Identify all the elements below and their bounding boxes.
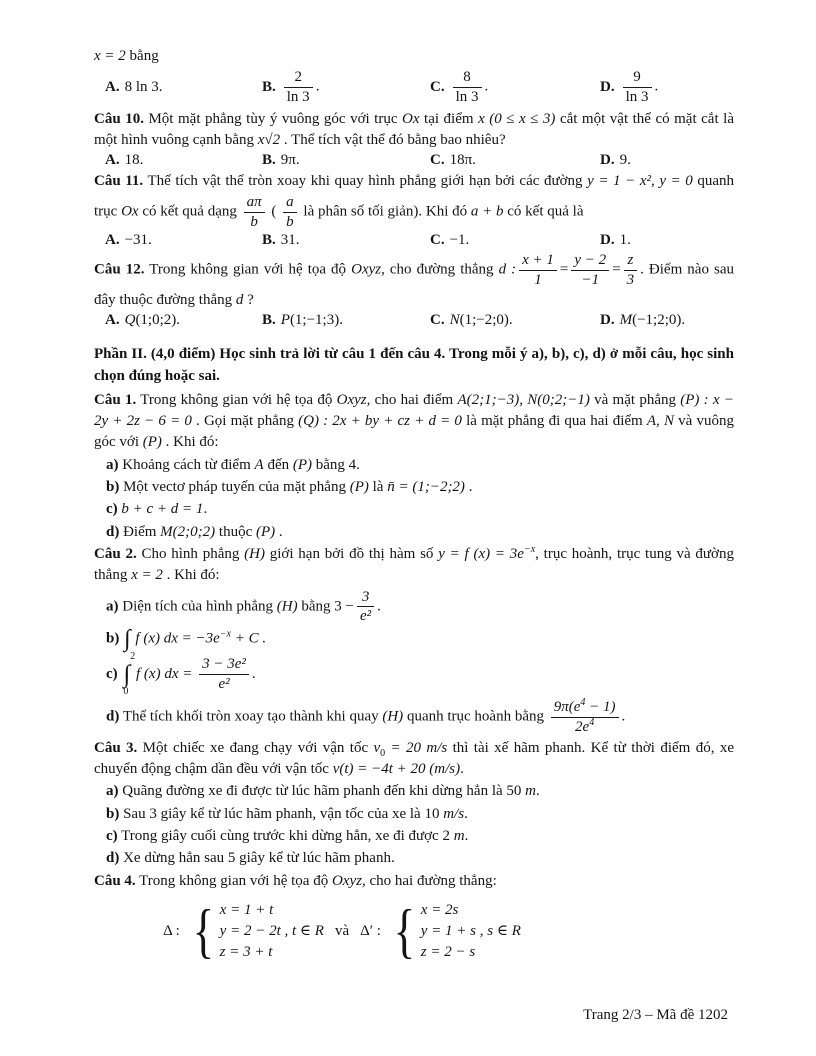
text-run: . xyxy=(535,783,540,800)
math-run: n̄ = (1;−2;2) xyxy=(387,479,465,496)
system-delta-prime xyxy=(390,900,521,963)
option-key: C. xyxy=(430,232,445,249)
item-key: c) xyxy=(106,827,118,844)
fraction-numerator: a xyxy=(283,194,297,213)
option-key: B. xyxy=(262,312,276,329)
fraction-denominator: ln 3 xyxy=(455,89,479,106)
math-run: (H) xyxy=(244,545,265,562)
text-run: thì tài xế hãm phanh. Kể từ thời điểm đó, xe chuyển động chậm dần đều với vận tốc xyxy=(94,739,734,778)
math-run: Oxyz, xyxy=(331,872,366,889)
equals-sign: = xyxy=(559,262,569,279)
option-key: D. xyxy=(600,79,615,96)
item-key: a) xyxy=(106,783,119,800)
option-key: A. xyxy=(105,152,120,169)
question-9-options xyxy=(94,68,734,107)
text-run: Trong không gian với hệ tọa độ xyxy=(135,872,332,889)
fraction xyxy=(551,699,619,736)
math-run: m xyxy=(525,783,536,800)
question-2-item-d xyxy=(94,698,734,737)
fraction-numerator: 3 xyxy=(357,589,374,608)
option-key: D. xyxy=(600,312,615,329)
math-run: Oxyz, xyxy=(336,391,371,408)
system-equations xyxy=(419,900,521,963)
item-key: d) xyxy=(106,523,120,540)
option-b xyxy=(262,232,430,249)
fraction xyxy=(244,194,265,231)
question-3-stem xyxy=(94,738,734,781)
item-key: d) xyxy=(106,850,120,867)
option-text: −31. xyxy=(124,232,152,249)
text-run: . Khi đó: xyxy=(162,567,220,584)
text-run: Điểm xyxy=(119,523,161,540)
text-run: bằng 3 − xyxy=(297,598,354,615)
question-1-stem xyxy=(94,390,734,454)
option-text: 31. xyxy=(280,232,300,249)
option-b xyxy=(262,152,430,169)
math-run: M(2;0;2) xyxy=(160,523,216,540)
math-run: + C . xyxy=(230,630,267,647)
text-run: Quãng đường xe đi được từ lúc hãm phanh đến khi dừng hẳn là 50 xyxy=(118,783,526,800)
fraction xyxy=(571,252,609,289)
text-run: . xyxy=(460,761,464,778)
fraction-numerator: 8 xyxy=(453,69,482,88)
math-run: − 1) xyxy=(585,699,616,716)
math-run: x (0 ≤ x ≤ 3) xyxy=(478,110,556,127)
equation-line: y = 1 + s , s ∈ R xyxy=(420,923,521,940)
option-d xyxy=(600,312,734,329)
math-run: (P) xyxy=(142,434,162,451)
option-a xyxy=(105,312,262,329)
item-key: b) xyxy=(106,630,120,647)
text-run: cắt một vật thể có mặt cắt là một hình vuông cạnh bằng xyxy=(94,110,734,149)
exponent: 4 xyxy=(589,716,595,728)
text-run: quanh trục hoành bằng xyxy=(403,708,548,725)
question-10-stem xyxy=(94,109,734,152)
fraction-numerator: aπ xyxy=(244,194,265,213)
text-run: . xyxy=(621,708,626,725)
question-4-stem xyxy=(94,871,734,892)
text-run: bằng 4. xyxy=(312,456,360,473)
question-label: Câu 11. xyxy=(94,173,144,190)
equals-sign: = xyxy=(612,262,621,279)
option-key: A. xyxy=(105,232,120,249)
exponent: 4 xyxy=(580,697,586,709)
math-run: (P) xyxy=(349,479,369,496)
math-run: y = f (x) = 3e xyxy=(438,545,524,562)
math-run: m/s xyxy=(426,739,448,756)
math-run: m xyxy=(453,827,465,844)
option-key: B. xyxy=(262,232,276,249)
math-run: 9π(e xyxy=(553,699,581,716)
math-run: f (x) dx = xyxy=(136,666,193,683)
equation-line: x = 1 + t xyxy=(219,901,274,918)
text-run: . xyxy=(203,501,208,518)
fraction-denominator: e² xyxy=(218,676,230,693)
text-run: Một chiếc xe đang chạy với vận tốc xyxy=(137,739,374,756)
item-key: b) xyxy=(106,805,120,822)
math-run: y = 0 xyxy=(659,173,693,190)
fraction-denominator: b xyxy=(250,213,258,230)
option-text: 9. xyxy=(619,152,631,169)
text-run: . Điểm nào sau đây thuộc đường thẳng xyxy=(94,262,735,308)
page-footer: Trang 2/3 – Mã đề 1202 xyxy=(583,1007,728,1023)
fraction xyxy=(519,252,557,289)
fraction-denominator: e² xyxy=(360,608,372,625)
text-run: trục hoành, trục tung và đường thẳng xyxy=(94,545,734,584)
option-text: (1;0;2). xyxy=(135,312,181,329)
question-label: Câu 10. xyxy=(94,110,144,127)
item-key: a) xyxy=(106,598,119,615)
integral-symbol: ∫ xyxy=(124,626,131,653)
option-text: 1. xyxy=(619,232,631,249)
text-run: Xe dừng hẳn sau 5 giây kể từ lúc hãm phanh. xyxy=(119,850,395,867)
systems-row xyxy=(163,900,521,963)
math-run: x = 2 xyxy=(131,567,163,584)
question-1-item-a xyxy=(94,455,734,476)
text-run: đến xyxy=(263,456,293,473)
question-1-item-c xyxy=(94,499,734,520)
math-run: Ox xyxy=(121,203,139,220)
fraction xyxy=(199,656,249,693)
text-run: Thể tích khối tròn xoay tạo thành khi quay xyxy=(119,708,383,725)
text-run: cho đường thẳng xyxy=(384,262,499,279)
question-12-stem xyxy=(94,251,734,311)
text-run: , xyxy=(535,545,539,562)
math-run: (H) xyxy=(276,598,298,615)
text-run: có kết quả dạng xyxy=(138,203,241,220)
text-run: . xyxy=(464,805,468,822)
option-a xyxy=(105,79,262,96)
exponent: −x xyxy=(523,543,536,555)
question-10-options xyxy=(94,152,734,169)
option-c xyxy=(430,152,600,169)
text-run: Sau 3 giây kể từ lúc hãm phanh, vận tốc của xe là 10 xyxy=(119,805,444,822)
option-key: A. xyxy=(105,312,120,329)
item-key: b) xyxy=(106,479,120,496)
fraction-numerator: y − 2 xyxy=(571,252,609,271)
fraction-denominator: b xyxy=(286,213,294,230)
equation-line: z = 2 − s xyxy=(420,944,476,961)
option-text: −1. xyxy=(449,232,470,249)
fraction xyxy=(284,69,313,106)
text-run: cho hai đường thẳng: xyxy=(365,872,497,889)
option-text: (1;−2;0). xyxy=(459,312,513,329)
system-brace: { xyxy=(393,898,416,965)
text-run: thuộc xyxy=(215,523,256,540)
math-run: b + c + d = 1 xyxy=(121,501,204,518)
system-equations xyxy=(218,900,324,963)
question-9-stem xyxy=(94,46,734,67)
text-run: Trong không gian với hệ tọa độ xyxy=(136,391,337,408)
fraction-numerator: 9 xyxy=(623,69,652,88)
fraction-numerator: x + 1 xyxy=(519,252,557,271)
question-2-item-a xyxy=(94,588,734,627)
question-3-item-c xyxy=(94,826,734,847)
math-run: Ox xyxy=(402,110,420,127)
equation-line: z = 3 + t xyxy=(219,944,273,961)
option-text: 18π. xyxy=(449,152,476,169)
question-3-item-a xyxy=(94,781,734,802)
text-run: tại điểm xyxy=(419,110,479,127)
text-run: Một mặt phẳng tùy ý vuông góc với trục xyxy=(143,110,403,127)
question-1-item-d xyxy=(94,522,734,543)
item-key: a) xyxy=(106,456,119,473)
question-3-item-d xyxy=(94,848,734,869)
math-run: P xyxy=(280,312,290,329)
question-label: Câu 1. xyxy=(94,391,137,408)
option-text: 9π. xyxy=(280,152,300,169)
system-delta xyxy=(189,900,324,963)
math-run: Q xyxy=(124,312,136,329)
text-run: quanh trục xyxy=(94,173,734,220)
fraction xyxy=(453,69,482,106)
question-label: Câu 4. xyxy=(94,872,136,889)
math-run: A(2;1;−3), N(0;2;−1) xyxy=(457,391,590,408)
question-2-item-b xyxy=(94,627,734,651)
option-d xyxy=(600,232,734,249)
option-key: C. xyxy=(430,152,445,169)
text-run: và vuông góc với xyxy=(94,413,734,451)
fraction xyxy=(357,589,374,626)
question-11-options xyxy=(94,232,734,249)
text-run: bằng xyxy=(125,48,159,64)
option-a xyxy=(105,152,262,169)
math-run: d : xyxy=(498,262,517,279)
option-key: A. xyxy=(105,79,120,96)
math-run: y = 1 − x², xyxy=(587,173,655,190)
math-run: a + b xyxy=(470,203,504,220)
text-run: cho hai điểm xyxy=(370,391,458,408)
math-run: (P) : x − 2y + 2z − 6 = 0 xyxy=(94,391,734,430)
option-key: D. xyxy=(600,232,615,249)
question-2-stem xyxy=(94,544,734,587)
option-key: B. xyxy=(262,152,276,169)
text-run: là xyxy=(368,479,388,496)
fraction xyxy=(623,69,652,106)
math-run: N xyxy=(449,312,460,329)
fraction-denominator: −1 xyxy=(581,272,600,289)
math-run: A xyxy=(254,456,264,473)
fraction-denominator xyxy=(551,718,619,736)
text-run: Khoảng cách từ điểm xyxy=(118,456,255,473)
fraction-denominator: ln 3 xyxy=(625,89,649,106)
fraction-numerator: 3 − 3e² xyxy=(199,656,249,675)
fraction-numerator: z xyxy=(624,252,638,271)
option-text: (−1;2;0). xyxy=(632,312,686,329)
option-key: C. xyxy=(430,312,445,329)
text-run: Thể tích vật thể tròn xoay khi quay hình phẳng giới hạn bởi các đường xyxy=(143,173,588,190)
option-c xyxy=(430,68,600,107)
text-run: Trong giây cuối cùng trước khi dừng hẳn, xe đi được 2 xyxy=(117,827,454,844)
text-run: . Gọi mặt phẳng xyxy=(191,413,299,430)
text-run: Cho hình phẳng xyxy=(136,545,245,562)
integral-with-bounds xyxy=(123,651,136,698)
math-run: x = 2 xyxy=(94,48,126,64)
option-c xyxy=(430,232,600,249)
text-run: giới hạn bởi đồ thị hàm số xyxy=(264,545,439,562)
math-run: v xyxy=(373,739,381,756)
system-delta-label: Δ : xyxy=(163,922,180,939)
question-label: Câu 2. xyxy=(94,545,137,562)
option-d xyxy=(600,68,734,107)
exponent: −x xyxy=(219,628,231,640)
math-run: v(t) = −4t + 20 (m/s) xyxy=(332,761,461,778)
option-d xyxy=(600,152,734,169)
text-run: là phân số tối giản). Khi đó xyxy=(299,203,471,220)
part2-heading: Phần II. (4,0 điểm) Học sinh trả lời từ câu 1 đến câu 4. Trong mỗi ý a), b), c), d) ở mỗi câu, học sinh chọn đúng hoặc sai. xyxy=(94,346,734,384)
math-run: x√2 xyxy=(257,132,281,149)
question-2-item-c xyxy=(94,652,734,697)
option-text: . xyxy=(484,79,489,96)
fraction-denominator: 1 xyxy=(534,272,542,289)
math-run: (P) xyxy=(292,456,313,473)
question-11-stem xyxy=(94,171,734,231)
item-key: d) xyxy=(106,708,120,725)
fraction xyxy=(624,252,638,289)
integral-symbol: ∫ xyxy=(123,661,131,689)
question-12-options xyxy=(94,312,734,329)
text-run: ? xyxy=(243,291,254,308)
integral-lower-bound: 0 xyxy=(123,686,129,698)
question-label: Câu 3. xyxy=(94,739,138,756)
math-run: (P) xyxy=(255,523,276,540)
math-run: M xyxy=(619,312,633,329)
question-label: Câu 12. xyxy=(94,262,145,279)
item-key: c) xyxy=(106,501,118,518)
text-run: Một vectơ pháp tuyến của mặt phẳng xyxy=(119,479,350,496)
page-content xyxy=(94,46,734,967)
math-run: Oxyz, xyxy=(351,262,385,279)
text-run: là mặt phẳng đi qua hai điểm xyxy=(461,413,647,430)
text-run: Diện tích của hình phẳng xyxy=(118,598,277,615)
integral-upper-bound: 2 xyxy=(130,651,136,663)
fraction xyxy=(283,194,297,231)
text-run: . xyxy=(275,523,283,540)
text-run: . Thể tích vật thể đó bằng bao nhiêu? xyxy=(280,132,506,149)
text-run: . xyxy=(464,479,473,496)
option-key: B. xyxy=(262,79,276,96)
option-text: . xyxy=(654,79,659,96)
math-run: = 20 xyxy=(385,739,427,756)
text-run: . xyxy=(464,827,469,844)
system-brace: { xyxy=(192,898,215,965)
text-run: Trong không gian với hệ tọa độ xyxy=(144,262,352,279)
math-run: d xyxy=(235,291,244,308)
option-text: 8 ln 3. xyxy=(124,79,163,96)
option-key: D. xyxy=(600,152,615,169)
fraction-denominator: 3 xyxy=(626,272,635,289)
option-b xyxy=(262,68,430,107)
text-run: . xyxy=(377,598,381,615)
option-key: C. xyxy=(430,79,445,96)
option-b xyxy=(262,312,430,329)
question-3-item-b xyxy=(94,804,734,825)
equation-line: x = 2s xyxy=(420,901,459,918)
system-delta-prime-label: Δ′ : xyxy=(360,922,381,939)
math-run: m/s xyxy=(443,805,465,822)
math-run: f (x) dx = −3e xyxy=(135,630,220,647)
fraction-numerator xyxy=(551,699,619,718)
subscript: 0 xyxy=(380,747,386,759)
text-run: . xyxy=(251,666,256,683)
text-run: có kết quả là xyxy=(503,203,584,220)
option-text: (1;−1;3). xyxy=(289,312,343,329)
question-1-item-b xyxy=(94,477,734,498)
option-text: 18. xyxy=(124,152,144,169)
text-run: và mặt phẳng xyxy=(589,391,681,408)
math-run: (H) xyxy=(382,708,404,725)
text-run: ( xyxy=(267,203,281,220)
text-run: . Khi đó: xyxy=(161,434,219,451)
option-a xyxy=(105,232,262,249)
equation-line: y = 2 − 2t , t ∈ R xyxy=(219,923,324,940)
item-key: c) xyxy=(106,666,118,683)
option-c xyxy=(430,312,600,329)
option-text: . xyxy=(315,79,320,96)
math-run: A, N xyxy=(646,413,674,430)
text-run: và xyxy=(334,922,350,939)
math-run: (Q) : 2x + by + cz + d = 0 xyxy=(298,413,462,430)
fraction-denominator: ln 3 xyxy=(286,89,310,106)
fraction-numerator: 2 xyxy=(284,69,313,88)
math-run: 2e xyxy=(575,718,590,735)
